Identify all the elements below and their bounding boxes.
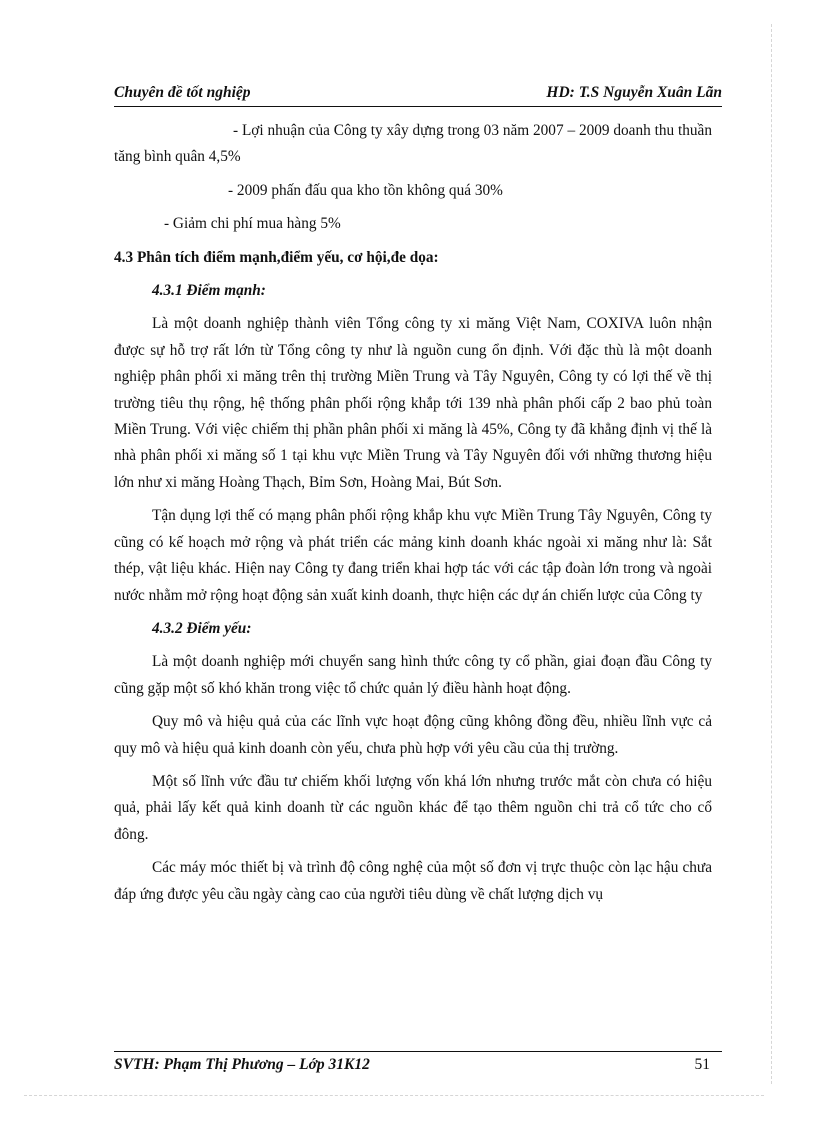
page-border-right [771, 24, 772, 1084]
paragraph-weaknesses-4: Các máy móc thiết bị và trình độ công nghệ của một số đơn vị trực thuộc còn lạc hậu chưa đáp ứng được yêu cầu ngày càng cao của người tiêu dùng về chất lượng dịch vụ [114, 859, 712, 903]
paragraph-strengths-1: Là một doanh nghiệp thành viên Tổng công ty xi măng Việt Nam, COXIVA luôn nhận được sự hỗ trợ rất lớn từ Tổng công ty như là nguồn cung ổn định. Với đặc thù là một doanh nghiệp phân phối xi măng trên thị trường Miền Trung và Tây Nguyên, Công ty có lợi thế về thị trường tiêu thụ rộng, hệ thống phân phối rộng khắp tới 139 nhà phân phối cấp 2 bao phủ toàn Miền Trung. Với việc chiếm thị phần phân phối xi măng là 45%, Công ty đã khẳng định vị thế là nhà phân phối xi măng số 1 tại khu vực Miền Trung và Tây Nguyên đối với những thương hiệu lớn như xi măng Hoàng Thạch, Bỉm Sơn, Hoàng Mai, Bút Sơn. [114, 315, 712, 491]
document-body [114, 118, 712, 908]
page-header [114, 84, 722, 108]
header-title: Chuyên đề tốt nghiệp [114, 84, 251, 101]
paragraph-weaknesses-2: Quy mô và hiệu quả của các lĩnh vực hoạt động cũng không đồng đều, nhiều lĩnh vực cả quy mô và hiệu quả kinh doanh còn yếu, chưa phù hợp với yêu cầu của thị trường. [114, 713, 712, 757]
paragraph-weaknesses-3: Một số lĩnh vức đầu tư chiếm khối lượng vốn khá lớn nhưng trước mắt còn chưa có hiệu quả, phải lấy kết quả kinh doanh từ các nguồn khác để tạo thêm nguồn chi trả cổ tức cho cổ đông. [114, 772, 712, 843]
subheading-weaknesses: 4.3.2 Điểm yếu: [152, 619, 252, 637]
subheading-strengths: 4.3.1 Điểm mạnh: [152, 282, 266, 300]
header-divider [114, 106, 722, 107]
page-number: 51 [694, 1056, 710, 1073]
profit-target-line: - Lợi nhuận của Công ty xây dựng trong 03 năm 2007 – 2009 doanh thu thuần tăng bình quân 4,5% [114, 122, 712, 166]
header-advisor: HD: T.S Nguyễn Xuân Lãn [546, 84, 722, 101]
footer-author: SVTH: Phạm Thị Phương – Lớp 31K12 [114, 1056, 370, 1073]
paragraph-strengths-2: Tận dụng lợi thế có mạng phân phối rộng khắp khu vực Miền Trung Tây Nguyên, Công ty cũng có kế hoạch mở rộng và phát triển các mảng kinh doanh khác ngoài xi măng như là: Sắt thép, vật liệu khác. Hiện nay Công ty đang triển khai hợp tác với các tập đoàn lớn trong và ngoài nước nhằm mở rộng hoạt động sản xuất kinh doanh, thực hiện các dự án chiến lược của Công ty [114, 507, 712, 604]
paragraph-weaknesses-1: Là một doanh nghiệp mới chuyển sang hình thức công ty cổ phần, giai đoạn đầu Công ty cũng gặp một số khó khăn trong việc tổ chức quản lý điều hành hoạt động. [114, 653, 712, 697]
purchase-cost-line: - Giảm chi phí mua hàng 5% [164, 215, 341, 233]
page-border-bottom [24, 1095, 764, 1096]
footer-divider [114, 1051, 722, 1052]
inventory-target-line: - 2009 phấn đấu qua kho tồn không quá 30% [228, 181, 503, 199]
page-footer [114, 1056, 710, 1080]
section-heading-4-3: 4.3 Phân tích điểm mạnh,điểm yếu, cơ hội,đe dọa: [114, 248, 439, 266]
